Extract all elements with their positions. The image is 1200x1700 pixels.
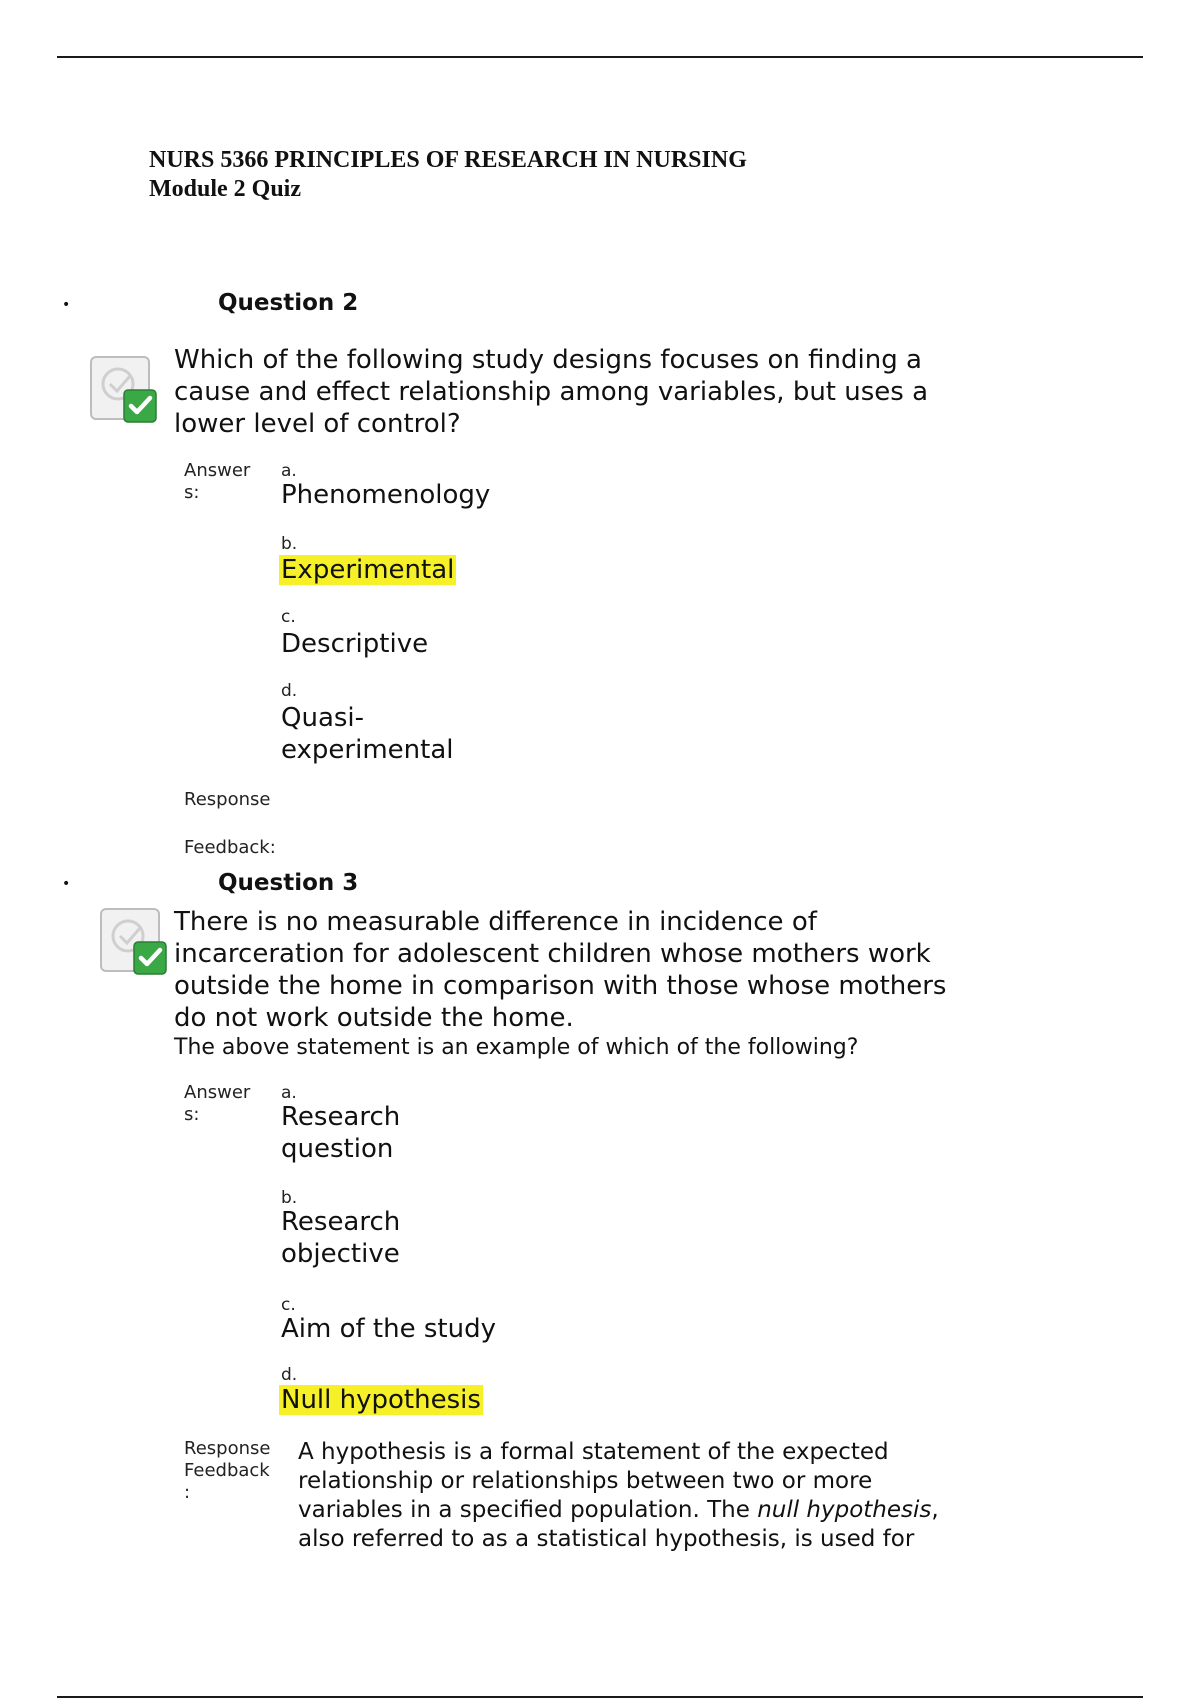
question-heading: Question 2 [218, 290, 359, 316]
response-label: Response [184, 789, 271, 810]
option-letter-c: c. [281, 1295, 296, 1315]
top-rule [57, 56, 1143, 58]
option-b-selected[interactable]: Experimental [281, 555, 455, 585]
response-feedback-text: A hypothesis is a formal statement of the expected relationship or relationships between two or more variables in a specified population. The null hypothesis, also referred to as a statistical hypothesis, is used for [298, 1439, 939, 1552]
option-letter-d: d. [281, 1365, 298, 1385]
document-title: NURS 5366 PRINCIPLES OF RESEARCH IN NURSING [149, 147, 747, 173]
option-letter-c: c. [281, 607, 296, 627]
answers-label: Answer s: [184, 460, 251, 503]
answers-label: Answer s: [184, 1082, 251, 1125]
question-text [174, 906, 974, 1034]
option-c[interactable]: Descriptive [281, 629, 429, 659]
question-line: There is no measurable difference in incidence of [174, 907, 817, 937]
feedback-label: Feedback: [184, 837, 276, 858]
option-letter-b: b. [281, 1188, 298, 1208]
option-d-selected[interactable]: Null hypothesis [281, 1385, 481, 1415]
list-bullet: • [62, 876, 71, 892]
option-letter-d: d. [281, 681, 298, 701]
question-line: do not work outside the home. [174, 1003, 574, 1033]
question-subtext: The above statement is an example of which of the following? [174, 1035, 859, 1060]
question-line: outside the home in comparison with those whose mothers [174, 971, 947, 1001]
option-a[interactable]: Phenomenology [281, 480, 491, 510]
bottom-rule [57, 1696, 1143, 1698]
correct-check-icon [88, 354, 160, 426]
correct-check-icon [98, 906, 170, 978]
document-subtitle: Module 2 Quiz [149, 176, 302, 202]
option-letter-a: a. [281, 461, 297, 481]
question-line: lower level of control? [174, 409, 461, 439]
response-feedback-label: Response Feedback : [184, 1438, 271, 1503]
question-line: cause and effect relationship among variables, but uses a [174, 377, 929, 407]
option-letter-a: a. [281, 1083, 297, 1103]
question-line: incarceration for adolescent children whose mothers work [174, 939, 931, 969]
question-text [174, 344, 974, 440]
option-b[interactable]: Research objective [281, 1207, 401, 1269]
option-a[interactable]: Research question [281, 1102, 401, 1164]
list-bullet: • [62, 297, 71, 313]
question-heading: Question 3 [218, 870, 359, 896]
option-c[interactable]: Aim of the study [281, 1314, 496, 1344]
option-d[interactable]: Quasi- experimental [281, 703, 454, 765]
question-line: Which of the following study designs focuses on finding a [174, 345, 922, 375]
document-header [149, 146, 747, 204]
option-letter-b: b. [281, 534, 298, 554]
